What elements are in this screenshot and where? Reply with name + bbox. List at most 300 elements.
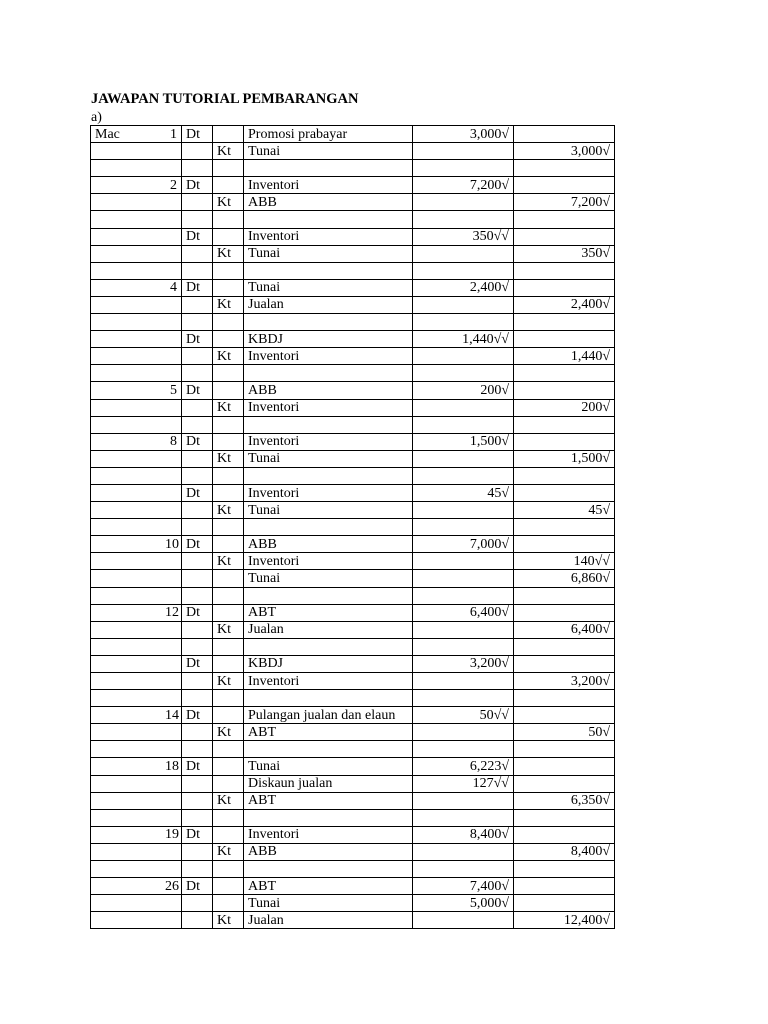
day-cell [161,262,182,279]
account-cell: Pulangan jualan dan elaun [244,707,413,724]
day-cell [161,296,182,313]
month-cell [91,604,162,621]
credit-marker-cell [213,604,244,621]
credit-marker-cell [213,160,244,177]
credit-marker-cell [213,536,244,553]
day-cell [161,895,182,912]
debit-marker-cell: Dt [182,604,213,621]
debit-amount-cell [413,450,514,467]
account-cell [244,587,413,604]
credit-amount-cell [514,826,615,843]
day-cell [161,861,182,878]
day-cell [161,331,182,348]
debit-amount-cell [413,690,514,707]
month-cell [91,587,162,604]
day-cell [161,314,182,331]
debit-amount-cell: 8,400√ [413,826,514,843]
credit-marker-cell [213,484,244,501]
month-cell [91,399,162,416]
month-cell [91,262,162,279]
day-cell [161,724,182,741]
credit-amount-cell [514,758,615,775]
account-cell: Tunai [244,570,413,587]
account-cell [244,160,413,177]
debit-amount-cell: 7,200√ [413,177,514,194]
debit-marker-cell [182,638,213,655]
credit-amount-cell [514,211,615,228]
debit-amount-cell: 6,223√ [413,758,514,775]
account-cell: Jualan [244,621,413,638]
table-row [91,331,615,348]
debit-marker-cell [182,262,213,279]
day-cell [161,741,182,758]
month-cell [91,143,162,160]
debit-marker-cell: Dt [182,331,213,348]
month-cell [91,895,162,912]
month-cell [91,792,162,809]
debit-marker-cell: Dt [182,126,213,143]
table-row [91,553,615,570]
month-cell [91,245,162,262]
debit-marker-cell: Dt [182,433,213,450]
debit-marker-cell [182,450,213,467]
table-row [91,314,615,331]
debit-marker-cell [182,621,213,638]
credit-marker-cell [213,365,244,382]
month-cell [91,177,162,194]
month-cell [91,861,162,878]
credit-amount-cell [514,809,615,826]
credit-amount-cell: 3,000√ [514,143,615,160]
table-row [91,707,615,724]
month-cell [91,878,162,895]
day-cell [161,621,182,638]
debit-marker-cell [182,690,213,707]
debit-amount-cell: 1,440√√ [413,331,514,348]
debit-marker-cell [182,194,213,211]
day-cell [161,211,182,228]
debit-amount-cell [413,912,514,929]
table-row [91,382,615,399]
account-cell: ABB [244,843,413,860]
credit-marker-cell [213,570,244,587]
debit-amount-cell [413,621,514,638]
table-row [91,279,615,296]
month-cell [91,433,162,450]
table-row [91,519,615,536]
account-cell [244,690,413,707]
month-cell [91,673,162,690]
debit-marker-cell: Dt [182,177,213,194]
month-cell [91,843,162,860]
account-cell: Tunai [244,758,413,775]
month-cell [91,228,162,245]
day-cell: 8 [161,433,182,450]
debit-amount-cell [413,194,514,211]
month-cell [91,467,162,484]
account-cell [244,861,413,878]
credit-amount-cell [514,895,615,912]
journal-table [90,125,615,929]
credit-amount-cell [514,775,615,792]
table-row [91,126,615,143]
debit-amount-cell [413,809,514,826]
credit-amount-cell: 50√ [514,724,615,741]
month-cell [91,536,162,553]
credit-amount-cell [514,638,615,655]
account-cell: Inventori [244,553,413,570]
credit-amount-cell [514,536,615,553]
day-cell [161,690,182,707]
credit-marker-cell [213,878,244,895]
debit-marker-cell [182,912,213,929]
account-cell: Inventori [244,228,413,245]
table-row [91,160,615,177]
debit-amount-cell [413,724,514,741]
document-title: JAWAPAN TUTORIAL PEMBARANGAN [91,91,359,107]
day-cell [161,519,182,536]
day-cell [161,467,182,484]
credit-amount-cell: 6,350√ [514,792,615,809]
credit-marker-cell [213,416,244,433]
credit-marker-cell [213,587,244,604]
credit-amount-cell [514,433,615,450]
debit-amount-cell: 45√ [413,484,514,501]
month-cell [91,502,162,519]
credit-amount-cell: 350√ [514,245,615,262]
table-row [91,484,615,501]
debit-marker-cell [182,365,213,382]
debit-marker-cell: Dt [182,707,213,724]
table-row [91,365,615,382]
credit-amount-cell: 6,860√ [514,570,615,587]
credit-marker-cell: Kt [213,553,244,570]
account-cell [244,467,413,484]
debit-amount-cell [413,314,514,331]
debit-marker-cell: Dt [182,536,213,553]
table-row [91,912,615,929]
credit-amount-cell [514,177,615,194]
day-cell [161,775,182,792]
debit-marker-cell [182,553,213,570]
day-cell [161,502,182,519]
credit-amount-cell [514,160,615,177]
credit-marker-cell [213,433,244,450]
month-cell [91,570,162,587]
debit-amount-cell [413,211,514,228]
table-row [91,809,615,826]
account-cell: Promosi prabayar [244,126,413,143]
month-cell [91,450,162,467]
table-row [91,450,615,467]
debit-marker-cell: Dt [182,878,213,895]
day-cell: 19 [161,826,182,843]
table-row [91,792,615,809]
debit-amount-cell: 50√√ [413,707,514,724]
month-cell [91,775,162,792]
table-row [91,587,615,604]
debit-amount-cell [413,348,514,365]
month-cell [91,296,162,313]
account-cell: KBDJ [244,655,413,672]
debit-amount-cell [413,262,514,279]
credit-marker-cell: Kt [213,194,244,211]
month-cell [91,912,162,929]
debit-marker-cell: Dt [182,655,213,672]
debit-marker-cell [182,296,213,313]
debit-amount-cell [413,399,514,416]
account-cell: KBDJ [244,331,413,348]
account-cell: Jualan [244,912,413,929]
credit-amount-cell [514,467,615,484]
table-row [91,895,615,912]
credit-marker-cell [213,519,244,536]
debit-amount-cell: 7,400√ [413,878,514,895]
month-cell [91,724,162,741]
table-row [91,861,615,878]
day-cell [161,160,182,177]
month-cell [91,484,162,501]
account-cell [244,262,413,279]
day-cell: 18 [161,758,182,775]
month-cell [91,655,162,672]
credit-marker-cell [213,279,244,296]
credit-marker-cell [213,895,244,912]
day-cell [161,143,182,160]
credit-marker-cell [213,741,244,758]
day-cell [161,553,182,570]
table-row [91,262,615,279]
credit-marker-cell: Kt [213,450,244,467]
day-cell [161,809,182,826]
account-cell: Diskaun jualan [244,775,413,792]
account-cell: Tunai [244,143,413,160]
credit-marker-cell: Kt [213,399,244,416]
credit-amount-cell [514,228,615,245]
credit-amount-cell: 3,200√ [514,673,615,690]
debit-marker-cell [182,792,213,809]
month-cell [91,741,162,758]
table-row [91,758,615,775]
debit-marker-cell [182,775,213,792]
month-cell [91,160,162,177]
table-row [91,724,615,741]
table-row [91,570,615,587]
table-row [91,690,615,707]
day-cell [161,399,182,416]
table-row [91,621,615,638]
day-cell [161,416,182,433]
credit-marker-cell [213,775,244,792]
debit-marker-cell: Dt [182,484,213,501]
debit-amount-cell [413,365,514,382]
account-cell: Tunai [244,245,413,262]
debit-amount-cell [413,296,514,313]
table-row [91,433,615,450]
month-cell [91,279,162,296]
account-cell: ABT [244,878,413,895]
day-cell: 5 [161,382,182,399]
debit-amount-cell: 3,000√ [413,126,514,143]
month-cell [91,809,162,826]
debit-amount-cell [413,570,514,587]
debit-amount-cell [413,553,514,570]
debit-marker-cell: Dt [182,382,213,399]
account-cell [244,211,413,228]
table-row [91,245,615,262]
month-cell [91,621,162,638]
day-cell [161,245,182,262]
debit-amount-cell [413,160,514,177]
table-row [91,416,615,433]
month-cell: Mac [91,126,162,143]
table-row [91,878,615,895]
month-cell [91,194,162,211]
credit-marker-cell [213,758,244,775]
credit-marker-cell [213,211,244,228]
account-cell: Inventori [244,177,413,194]
credit-amount-cell [514,878,615,895]
day-cell [161,673,182,690]
table-row [91,143,615,160]
credit-marker-cell: Kt [213,673,244,690]
account-cell [244,519,413,536]
account-cell: ABT [244,792,413,809]
credit-marker-cell [213,331,244,348]
debit-marker-cell: Dt [182,279,213,296]
credit-marker-cell [213,707,244,724]
account-cell: Inventori [244,826,413,843]
credit-amount-cell [514,690,615,707]
month-cell [91,638,162,655]
credit-amount-cell [514,279,615,296]
credit-amount-cell [514,484,615,501]
table-row [91,741,615,758]
debit-amount-cell [413,245,514,262]
account-cell: ABT [244,724,413,741]
account-cell: Inventori [244,673,413,690]
table-row [91,638,615,655]
debit-marker-cell [182,348,213,365]
day-cell [161,587,182,604]
credit-marker-cell [213,809,244,826]
account-cell: Inventori [244,348,413,365]
debit-marker-cell [182,519,213,536]
credit-amount-cell: 2,400√ [514,296,615,313]
table-row [91,826,615,843]
account-cell: ABB [244,382,413,399]
credit-amount-cell: 8,400√ [514,843,615,860]
credit-marker-cell: Kt [213,724,244,741]
credit-amount-cell [514,519,615,536]
table-row [91,399,615,416]
credit-amount-cell [514,587,615,604]
day-cell: 2 [161,177,182,194]
debit-marker-cell [182,724,213,741]
credit-marker-cell: Kt [213,621,244,638]
credit-amount-cell: 140√√ [514,553,615,570]
debit-amount-cell: 2,400√ [413,279,514,296]
table-row [91,296,615,313]
debit-amount-cell [413,502,514,519]
credit-amount-cell [514,707,615,724]
credit-marker-cell [213,826,244,843]
table-row [91,211,615,228]
debit-amount-cell [413,861,514,878]
debit-marker-cell [182,245,213,262]
credit-marker-cell: Kt [213,843,244,860]
table-row [91,177,615,194]
day-cell [161,570,182,587]
debit-amount-cell [413,143,514,160]
account-cell [244,314,413,331]
debit-marker-cell [182,143,213,160]
credit-amount-cell: 12,400√ [514,912,615,929]
credit-amount-cell [514,861,615,878]
table-row [91,775,615,792]
credit-amount-cell [514,741,615,758]
debit-marker-cell [182,587,213,604]
day-cell: 14 [161,707,182,724]
table-row [91,228,615,245]
month-cell [91,331,162,348]
debit-marker-cell [182,741,213,758]
debit-amount-cell [413,673,514,690]
debit-marker-cell [182,895,213,912]
debit-marker-cell: Dt [182,228,213,245]
account-cell: Inventori [244,433,413,450]
credit-marker-cell: Kt [213,245,244,262]
credit-marker-cell: Kt [213,792,244,809]
debit-marker-cell [182,570,213,587]
debit-marker-cell [182,502,213,519]
credit-marker-cell: Kt [213,912,244,929]
credit-marker-cell [213,177,244,194]
account-cell: Tunai [244,502,413,519]
credit-amount-cell: 6,400√ [514,621,615,638]
day-cell [161,843,182,860]
credit-marker-cell: Kt [213,296,244,313]
debit-marker-cell [182,211,213,228]
credit-marker-cell [213,467,244,484]
account-cell [244,365,413,382]
month-cell [91,416,162,433]
debit-marker-cell [182,160,213,177]
day-cell: 10 [161,536,182,553]
day-cell [161,194,182,211]
credit-amount-cell [514,262,615,279]
debit-amount-cell: 127√√ [413,775,514,792]
month-cell [91,211,162,228]
day-cell [161,655,182,672]
debit-marker-cell [182,673,213,690]
day-cell [161,348,182,365]
credit-marker-cell: Kt [213,143,244,160]
credit-amount-cell [514,126,615,143]
month-cell [91,758,162,775]
table-row [91,673,615,690]
day-cell [161,450,182,467]
credit-marker-cell [213,638,244,655]
credit-amount-cell [514,655,615,672]
day-cell: 26 [161,878,182,895]
debit-amount-cell: 7,000√ [413,536,514,553]
table-row [91,194,615,211]
day-cell: 12 [161,604,182,621]
table-row [91,604,615,621]
account-cell: Tunai [244,279,413,296]
credit-amount-cell: 45√ [514,502,615,519]
